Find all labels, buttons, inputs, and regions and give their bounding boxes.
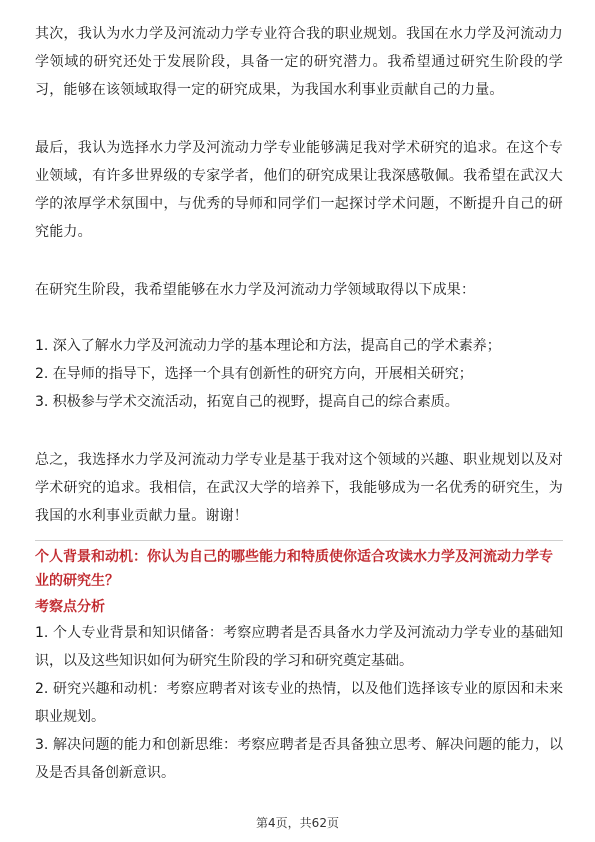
analysis-heading: 考察点分析 — [35, 599, 105, 615]
analysis-list — [35, 619, 563, 787]
list-item: 1. 深入了解水力学及河流动力学的基本理论和方法，提高自己的学术素养； — [35, 338, 501, 354]
paragraph-goals-intro: 在研究生阶段，我希望能够在水力学及河流动力学领域取得以下成果： — [35, 282, 476, 298]
list-item: 2. 研究兴趣和动机：考察应聘者对该专业的热情，以及他们选择该专业的原因和未来职业规划。 — [35, 681, 563, 725]
goals-list — [35, 332, 563, 416]
document-page — [35, 20, 563, 787]
page-number: 第4页，共62页 — [256, 816, 339, 830]
interview-question: 个人背景和动机：你认为自己的哪些能力和特质使你适合攻读水力学及河流动力学专业的研究生？ — [35, 549, 553, 589]
paragraph-career-plan: 其次，我认为水力学及河流动力学专业符合我的职业规划。我国在水力学及河流动力学领域的研究还处于发展阶段，具备一定的研究潜力。我希望通过研究生阶段的学习，能够在该领域取得一定的研究成果，为我国水利事业贡献自己的力量。 — [35, 26, 563, 98]
list-item: 1. 个人专业背景和知识储备：考察应聘者是否具备水力学及河流动力学专业的基础知识，以及这些知识如何为研究生阶段的学习和研究奠定基础。 — [35, 625, 563, 669]
list-item: 2. 在导师的指导下，选择一个具有创新性的研究方向，开展相关研究； — [35, 366, 473, 382]
paragraph-conclusion: 总之，我选择水力学及河流动力学专业是基于我对这个领域的兴趣、职业规划以及对学术研究的追求。我相信，在武汉大学的培养下，我能够成为一名优秀的研究生，为我国的水利事业贡献力量。谢谢！ — [35, 452, 563, 524]
list-item: 3. 积极参与学术交流活动，拓宽自己的视野，提高自己的综合素质。 — [35, 394, 459, 410]
section-divider — [35, 540, 563, 541]
list-item: 3. 解决问题的能力和创新思维：考察应聘者是否具备独立思考、解决问题的能力，以及是否具备创新意识。 — [35, 737, 563, 781]
paragraph-academic-pursuit: 最后，我认为选择水力学及河流动力学专业能够满足我对学术研究的追求。在这个专业领域，有许多世界级的专家学者，他们的研究成果让我深感敬佩。我希望在武汉大学的浓厚学术氛围中，与优秀的导师和同学们一起探讨学术问题，不断提升自己的研究能力。 — [35, 140, 563, 240]
